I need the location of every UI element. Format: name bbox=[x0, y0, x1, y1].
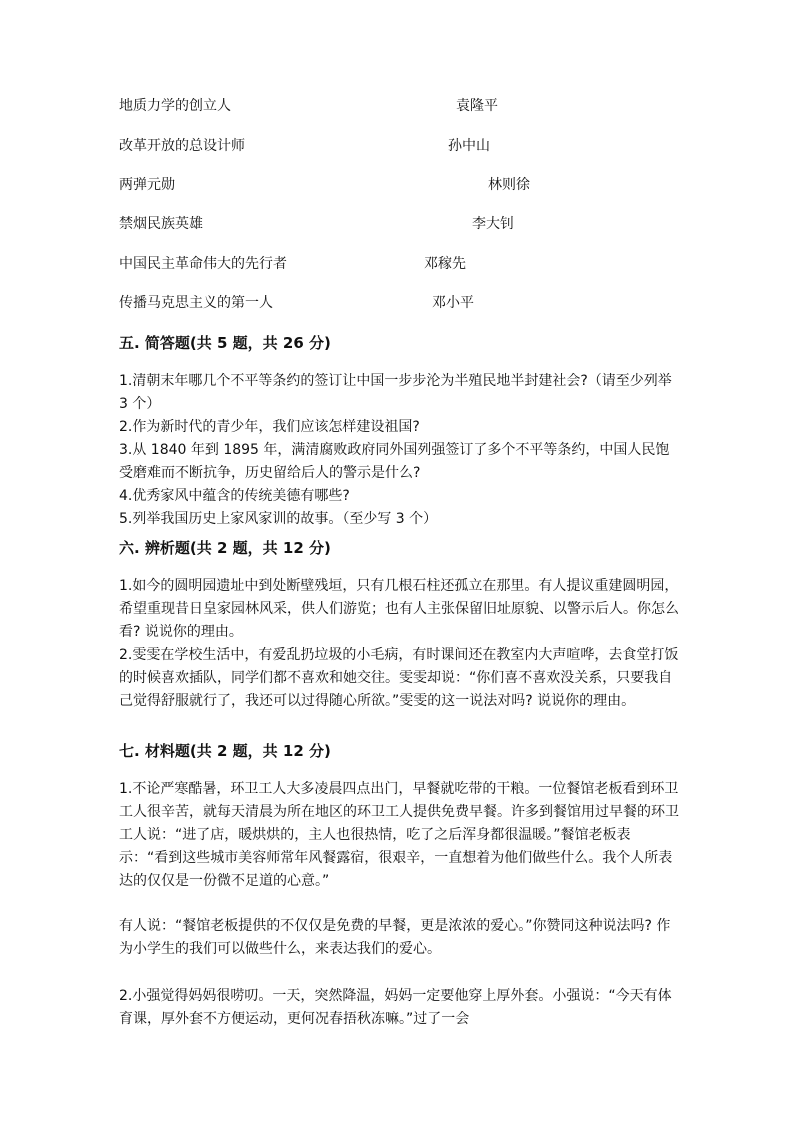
matching-left-item: 传播马克思主义的第一人 bbox=[119, 295, 273, 311]
matching-right-item: 林则徐 bbox=[488, 177, 530, 193]
question-item: 2.雯雯在学校生活中，有爱乱扔垃圾的小毛病，有时课间还在教室内大声喧哗，去食堂打饭的时候喜欢插队，同学们都不喜欢和她交往。雯雯却说：“你们喜不喜欢没关系，只要我自己觉得舒服就行了，我还可以过得随心所欲。”雯雯的这一说法对吗? 说说你的理由。 bbox=[119, 647, 679, 709]
matching-row bbox=[0, 174, 794, 196]
matching-right-item: 邓小平 bbox=[432, 295, 474, 311]
matching-left-item: 地质力学的创立人 bbox=[119, 98, 231, 114]
matching-row bbox=[0, 95, 794, 117]
matching-right-item: 邓稼先 bbox=[424, 256, 466, 272]
section-heading: 五. 简答题(共 5 题，共 26 分) bbox=[119, 334, 331, 352]
section-heading: 七. 材料题(共 2 题，共 12 分) bbox=[119, 742, 331, 760]
question-item: 1.清朝末年哪几个不平等条约的签订让中国一步步沦为半殖民地半封建社会?（请至少列举 3 个） bbox=[119, 373, 672, 412]
section-heading: 六. 辨析题(共 2 题，共 12 分) bbox=[119, 539, 331, 557]
matching-right-item: 孙中山 bbox=[448, 138, 490, 154]
matching-right-item: 李大钊 bbox=[472, 216, 514, 232]
matching-left-item: 中国民主革命伟大的先行者 bbox=[119, 256, 287, 272]
material-question: 有人说：“餐馆老板提供的不仅仅是免费的早餐，更是浓浓的爱心。”你赞同这种说法吗? 作为小学生的我们可以做些什么，来表达我们的爱心。 bbox=[119, 918, 671, 957]
matching-row bbox=[0, 292, 794, 314]
matching-row bbox=[0, 253, 794, 275]
material-text: 1.不论严寒酷暑，环卫工人大多凌晨四点出门，早餐就吃带的干粮。一位餐馆老板看到环卫工人很辛苦，就每天清晨为所在地区的环卫工人提供免费早餐。许多到餐馆用过早餐的环卫工人说：“进了店，暖烘烘的，主人也很热情，吃了之后浑身都很温暖。”餐馆老板表示：“看到这些城市美容师常年风餐露宿，很艰辛，一直想着为他们做些什么。我个人所表达的仅仅是一份微不足道的心意。” bbox=[119, 781, 679, 889]
question-list bbox=[119, 575, 679, 713]
question-item: 4.优秀家风中蕴含的传统美德有哪些? bbox=[119, 488, 350, 504]
question-item: 1.如今的圆明园遗址中到处断壁残垣，只有几根石柱还孤立在那里。有人提议重建圆明园，希望重现昔日皇家园林风采，供人们游览；也有人主张保留旧址原貌、以警示后人。你怎么看? 说说你的理由。 bbox=[119, 578, 679, 640]
material-text: 2.小强觉得妈妈很唠叨。一天，突然降温，妈妈一定要他穿上厚外套。小强说：“今天有体育课，厚外套不方便运动，更何况春捂秋冻嘛。”过了一会 bbox=[119, 988, 672, 1027]
question-item: 2.作为新时代的青少年，我们应该怎样建设祖国? bbox=[119, 419, 420, 435]
question-item: 3.从 1840 年到 1895 年，满清腐败政府同外国列强签订了多个不平等条约，中国人民饱受磨难而不断抗争，历史留给后人的警示是什么? bbox=[119, 442, 670, 481]
matching-left-item: 改革开放的总设计师 bbox=[119, 138, 245, 154]
matching-left-item: 禁烟民族英雄 bbox=[119, 216, 203, 232]
question-item: 5.列举我国历史上家风家训的故事。（至少写 3 个） bbox=[119, 511, 438, 527]
matching-right-item: 袁隆平 bbox=[456, 98, 498, 114]
matching-row bbox=[0, 135, 794, 157]
matching-left-item: 两弹元勋 bbox=[119, 177, 175, 193]
matching-row bbox=[0, 213, 794, 235]
question-list bbox=[119, 370, 679, 531]
